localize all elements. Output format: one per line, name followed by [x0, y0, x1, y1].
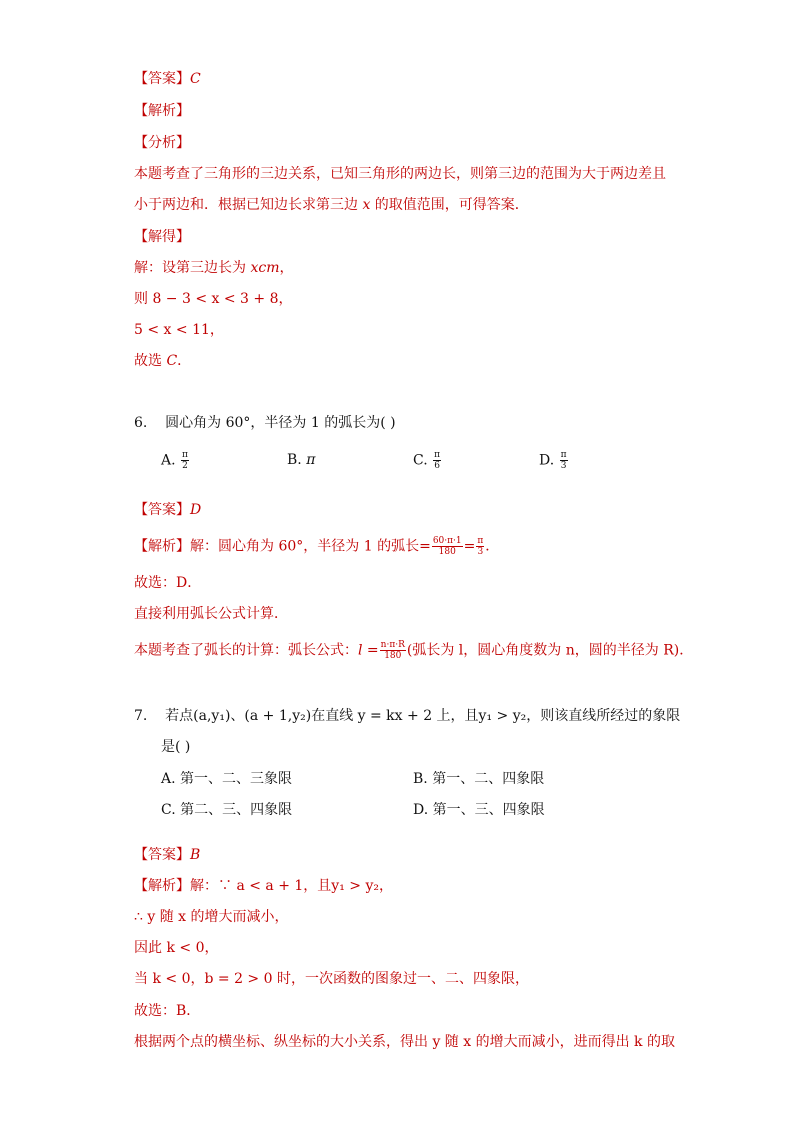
q7-stem-line1: 7. 若点(a,y₁)、(a + 1,y₂)在直线 y = kx + 2 上，且y₁ > y₂，则该直线所经过的象限 [134, 708, 681, 724]
q6-jiexi: 【解析】解：圆心角为 60°，半径为 1 的弧长= $\frac{60\cdot\pi\cdot 1}{180}$ = $\frac{\pi}{3}$ ． [134, 536, 500, 557]
q5-step4: 故选 C． [134, 353, 192, 369]
q7-jiexi-line3: 因此 k < 0， [134, 940, 219, 956]
q5-jiexi-label: 【解析】 [134, 103, 190, 119]
q5-fenxi-line2: 小于两边和．根据已知边长求第三边 x 的取值范围，可得答案． [134, 197, 529, 213]
q6-option-c: C. $\frac{\pi}{6}$ [413, 450, 441, 471]
q6-option-d: D. $\frac{\pi}{3}$ [539, 450, 567, 471]
q6-stem: 6. 圆心角为 60°，半径为 1 的弧长为( ) [134, 415, 396, 431]
q7-option-d: D. 第一、三、四象限 [413, 802, 545, 818]
q6-summary: 本题考查了弧长的计算：弧长公式：l = $\frac{n\cdot\pi\cdot R}{180}$ (弧长为 l，圆心角度数为 n，圆的半径为 R)． [134, 640, 694, 661]
q7-jiexi-line5: 故选：B． [134, 1003, 201, 1019]
q5-jiede-label: 【解得】 [134, 229, 190, 245]
q7-stem-line2: 是( ) [161, 739, 191, 755]
q7-jiexi-line2: ∴ y 随 x 的增大而减小， [134, 909, 289, 925]
q7-option-c: C. 第二、三、四象限 [161, 802, 293, 818]
q5-step3: 5 < x < 11， [134, 322, 224, 338]
q5-answer: 【答案】C [134, 71, 201, 87]
q7-answer: 【答案】B [134, 847, 201, 863]
q6-answer: 【答案】D [134, 502, 202, 518]
q7-jiexi-line6: 根据两个点的横坐标、纵坐标的大小关系，得出 y 随 x 的增大而减小，进而得出 k 的取 [134, 1034, 675, 1050]
q5-fenxi-label: 【分析】 [134, 135, 190, 151]
q6-method: 直接利用弧长公式计算． [134, 606, 288, 622]
q7-option-a: A. 第一、二、三象限 [161, 771, 293, 787]
q5-fenxi-line1: 本题考查了三角形的三边关系，已知三角形的两边长，则第三边的范围为大于两边差且 [134, 166, 666, 182]
q6-option-b: B. π [287, 452, 316, 468]
q6-choose: 故选：D． [134, 575, 202, 591]
q7-jiexi-line4: 当 k < 0，b = 2 > 0 时，一次函数的图象过一、二、四象限， [134, 971, 529, 987]
q5-step2: 则 8 − 3 < x < 3 + 8， [134, 291, 293, 307]
q5-step1: 解：设第三边长为 xcm， [134, 260, 294, 276]
q7-jiexi-line1: 【解析】解：∵ a < a + 1，且y₁ > y₂， [134, 878, 393, 894]
q7-option-b: B. 第一、二、四象限 [413, 771, 545, 787]
q6-option-a: A. $\frac{\pi}{2}$ [161, 450, 188, 471]
